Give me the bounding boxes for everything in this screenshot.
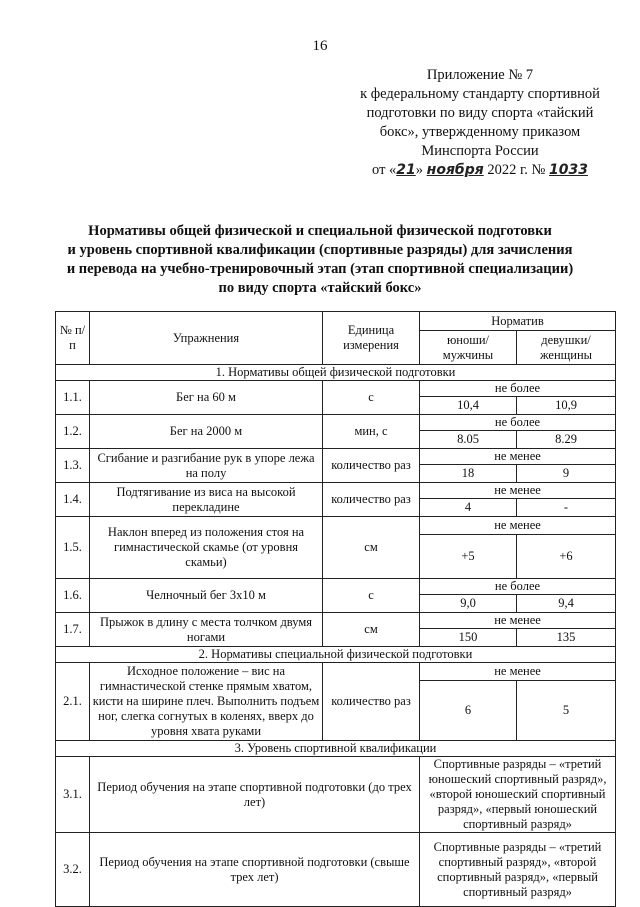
header-norm: Норматив bbox=[420, 312, 616, 331]
header-exercise: Упражнения bbox=[90, 312, 323, 365]
row-exercise: Бег на 2000 м bbox=[90, 415, 323, 449]
row-condition: не более bbox=[420, 415, 616, 431]
row-num: 1.5. bbox=[56, 517, 90, 579]
row-exercise: Наклон вперед из положения стоя на гимнастической скамье (от уровня скамьи) bbox=[90, 517, 323, 579]
row-unit: мин, с bbox=[323, 415, 420, 449]
row-condition: не менее bbox=[420, 517, 616, 535]
section-title: 1. Нормативы общей физической подготовки bbox=[56, 365, 616, 381]
norms-table bbox=[55, 311, 616, 907]
header-unit: Единица измерения bbox=[323, 312, 420, 365]
row-exercise: Период обучения на этапе спортивной подготовки (до трех лет) bbox=[90, 757, 420, 833]
appendix-line: подготовки по виду спорта «тайский bbox=[366, 105, 594, 121]
header-boys: юноши/ мужчины bbox=[420, 331, 517, 365]
appendix-header bbox=[335, 66, 625, 180]
row-unit: см bbox=[323, 517, 420, 579]
title-line: и уровень спортивной квалификации (спортивные разряды) для зачисления bbox=[67, 242, 573, 258]
row-girls-value: 9,4 bbox=[517, 595, 616, 613]
row-girls-value: 135 bbox=[517, 629, 616, 647]
row-exercise: Исходное положение – вис на гимнастической стенке прямым хватом, кисти на ширине плеч. Выполнить подъем ног, слегка согнутых в коленях, вверх до уровня хвата руками bbox=[90, 663, 323, 741]
handwritten-day: 21 bbox=[396, 162, 416, 178]
appendix-line: бокс», утвержденному приказом bbox=[379, 124, 581, 140]
row-condition: не более bbox=[420, 381, 616, 397]
row-boys-value: 9,0 bbox=[420, 595, 517, 613]
section-title: 2. Нормативы специальной физической подготовки bbox=[56, 647, 616, 663]
row-condition: не менее bbox=[420, 483, 616, 499]
row-boys-value: +5 bbox=[420, 535, 517, 579]
appendix-line: Минспорта России bbox=[421, 143, 539, 159]
row-num: 1.2. bbox=[56, 415, 90, 449]
order-date-line bbox=[335, 161, 625, 180]
title-line: и перевода на учебно-тренировочный этап (этап спортивной специализации) bbox=[66, 261, 574, 277]
row-unit: количество раз bbox=[323, 483, 420, 517]
row-girls-value: 10,9 bbox=[517, 397, 616, 415]
row-exercise: Период обучения на этапе спортивной подготовки (свыше трех лет) bbox=[90, 833, 420, 907]
row-qualification: Спортивные разряды – «третий спортивный разряд», «второй спортивный разряд», «первый спортивный разряд» bbox=[420, 833, 616, 907]
handwritten-order-number: 1033 bbox=[549, 162, 588, 178]
row-unit: с bbox=[323, 381, 420, 415]
row-exercise: Челночный бег 3х10 м bbox=[90, 579, 323, 613]
row-num: 1.3. bbox=[56, 449, 90, 483]
row-unit: с bbox=[323, 579, 420, 613]
row-unit: см bbox=[323, 613, 420, 647]
row-num: 1.4. bbox=[56, 483, 90, 517]
row-girls-value: - bbox=[517, 499, 616, 517]
row-condition: не менее bbox=[420, 613, 616, 629]
document-title bbox=[40, 222, 600, 298]
date-prefix: от « bbox=[372, 162, 397, 178]
row-girls-value: +6 bbox=[517, 535, 616, 579]
row-condition: не менее bbox=[420, 449, 616, 465]
row-unit: количество раз bbox=[323, 449, 420, 483]
row-boys-value: 8.05 bbox=[420, 431, 517, 449]
appendix-line: к федеральному стандарту спортивной bbox=[360, 86, 600, 102]
handwritten-month: ноября bbox=[426, 162, 484, 178]
date-mid: » bbox=[415, 162, 424, 178]
row-girls-value: 9 bbox=[517, 465, 616, 483]
row-condition: не менее bbox=[420, 663, 616, 681]
row-num: 1.1. bbox=[56, 381, 90, 415]
header-num: № п/п bbox=[56, 312, 90, 365]
title-line: Нормативы общей физической и специальной физической подготовки bbox=[88, 223, 552, 239]
appendix-line: Приложение № 7 bbox=[426, 67, 534, 83]
row-qualification: Спортивные разряды – «третий юношеский спортивный разряд», «второй юношеский спортивный разряд», «первый юношеский спортивный разряд» bbox=[420, 757, 616, 833]
row-num: 2.1. bbox=[56, 663, 90, 741]
row-girls-value: 5 bbox=[517, 681, 616, 741]
row-unit: количество раз bbox=[323, 663, 420, 741]
row-num: 1.6. bbox=[56, 579, 90, 613]
row-exercise: Сгибание и разгибание рук в упоре лежа на полу bbox=[90, 449, 323, 483]
row-num: 3.1. bbox=[56, 757, 90, 833]
row-boys-value: 6 bbox=[420, 681, 517, 741]
row-exercise: Прыжок в длину с места толчком двумя ногами bbox=[90, 613, 323, 647]
header-girls: девушки/ женщины bbox=[517, 331, 616, 365]
row-boys-value: 18 bbox=[420, 465, 517, 483]
row-num: 3.2. bbox=[56, 833, 90, 907]
row-boys-value: 150 bbox=[420, 629, 517, 647]
section-title: 3. Уровень спортивной квалификации bbox=[56, 741, 616, 757]
page-number: 16 bbox=[312, 38, 328, 54]
row-girls-value: 8.29 bbox=[517, 431, 616, 449]
row-num: 1.7. bbox=[56, 613, 90, 647]
row-exercise: Бег на 60 м bbox=[90, 381, 323, 415]
row-boys-value: 10,4 bbox=[420, 397, 517, 415]
row-exercise: Подтягивание из виса на высокой перекладине bbox=[90, 483, 323, 517]
title-line: по виду спорта «тайский бокс» bbox=[218, 280, 422, 296]
row-boys-value: 4 bbox=[420, 499, 517, 517]
date-year: 2022 г. № bbox=[487, 162, 546, 178]
row-condition: не более bbox=[420, 579, 616, 595]
